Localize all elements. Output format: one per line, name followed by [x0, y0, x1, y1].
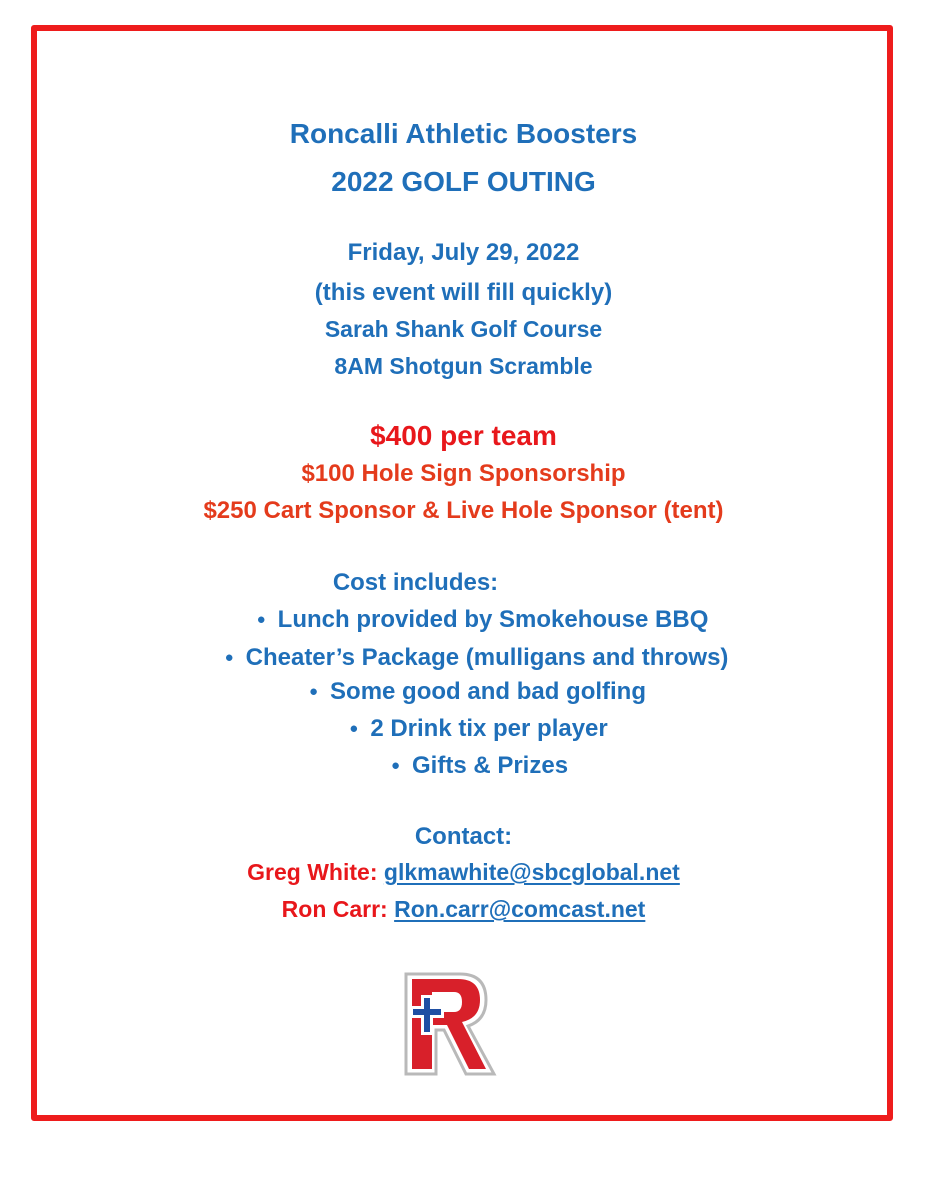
- list-item: [13, 644, 927, 672]
- email-link[interactable]: Ron.carr@comcast.net: [394, 896, 646, 922]
- list-item-text: Cheater’s Package (mulligans and throws): [245, 644, 729, 671]
- list-item-text: 2 Drink tix per player: [370, 715, 608, 742]
- list-item: [19, 606, 927, 634]
- event-note: (this event will fill quickly): [314, 279, 613, 306]
- bullet-icon: ●: [224, 649, 234, 666]
- bullet-icon: ●: [256, 611, 266, 628]
- email-link[interactable]: glkmawhite@sbcglobal.net: [383, 859, 680, 885]
- hole-sign-price: $100 Hole Sign Sponsorship: [301, 460, 626, 487]
- list-item: [16, 752, 927, 780]
- list-item-text: Gifts & Prizes: [412, 752, 569, 779]
- contact-row: [0, 859, 927, 886]
- team-price: $400 per team: [370, 420, 557, 451]
- event-format: 8AM Shotgun Scramble: [334, 353, 593, 379]
- bullet-icon: ●: [349, 720, 359, 737]
- includes-heading: Cost includes:: [332, 569, 499, 596]
- title-line-1: Roncalli Athletic Boosters: [289, 118, 638, 149]
- bullet-icon: ●: [390, 757, 400, 774]
- contact-row: [0, 896, 927, 923]
- contact-name: Greg White:: [247, 859, 378, 885]
- event-venue: Sarah Shank Golf Course: [324, 316, 603, 342]
- title-line-2: 2022 GOLF OUTING: [331, 166, 596, 197]
- list-item: [15, 715, 927, 743]
- contact-name: Ron Carr:: [281, 896, 388, 922]
- roncalli-r-logo-icon: [402, 970, 498, 1078]
- list-item-text: Some good and bad golfing: [330, 678, 647, 705]
- list-item-text: Lunch provided by Smokehouse BBQ: [277, 606, 709, 633]
- list-item: [14, 678, 927, 706]
- event-date: Friday, July 29, 2022: [347, 239, 580, 266]
- cart-sponsor-price: $250 Cart Sponsor & Live Hole Sponsor (tent): [203, 497, 724, 524]
- bullet-icon: ●: [308, 683, 319, 700]
- contact-heading: Contact:: [414, 823, 513, 850]
